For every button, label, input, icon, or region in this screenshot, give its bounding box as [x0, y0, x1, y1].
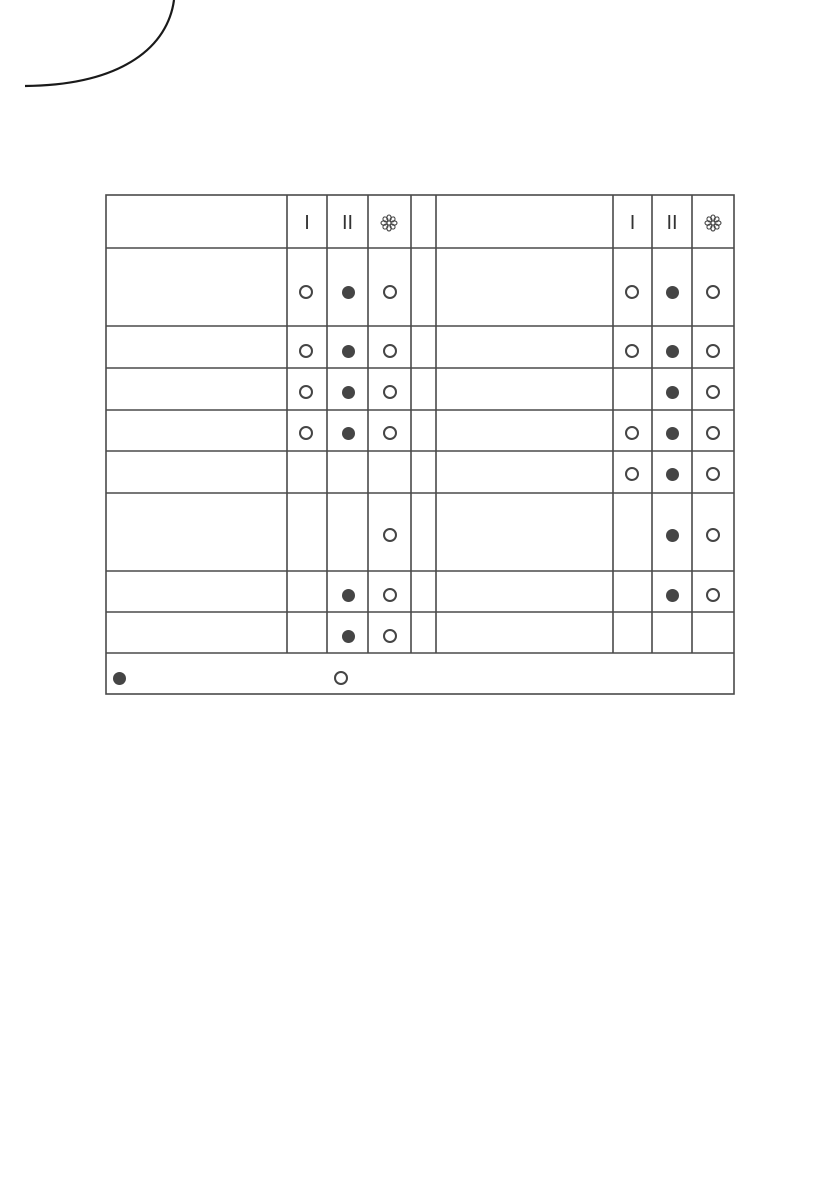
- flower-icon: [704, 214, 722, 232]
- left-row-4-col-3-open-dot: [383, 426, 397, 440]
- level-2-header: II: [666, 212, 678, 234]
- level-1-header: I: [629, 212, 636, 234]
- right-row-7-col-2-filled-dot: [666, 589, 679, 602]
- left-row-6-col-3-open-dot: [383, 528, 397, 542]
- left-row-7-col-3-open-dot: [383, 588, 397, 602]
- right-row-6-col-3-open-dot: [706, 528, 720, 542]
- flower-icon: [380, 214, 398, 232]
- right-row-2-col-1-open-dot: [625, 344, 639, 358]
- legend-open-dot: [334, 671, 348, 685]
- left-row-1-col-3-open-dot: [383, 285, 397, 299]
- left-row-3-col-2-filled-dot: [342, 386, 355, 399]
- level-1-header: I: [304, 212, 310, 234]
- right-row-4-col-2-filled-dot: [666, 427, 679, 440]
- right-row-4-col-3-open-dot: [706, 426, 720, 440]
- right-row-7-col-3-open-dot: [706, 588, 720, 602]
- left-row-3-col-1-open-dot: [299, 385, 313, 399]
- right-row-5-col-2-filled-dot: [666, 468, 679, 481]
- right-row-3-col-2-filled-dot: [666, 386, 679, 399]
- level-2-header: II: [341, 212, 354, 234]
- legend-filled-dot: [113, 672, 126, 685]
- right-row-3-col-3-open-dot: [706, 385, 720, 399]
- left-row-2-col-1-open-dot: [299, 344, 313, 358]
- right-row-2-col-3-open-dot: [706, 344, 720, 358]
- left-row-8-col-2-filled-dot: [342, 630, 355, 643]
- right-row-6-col-2-filled-dot: [666, 529, 679, 542]
- left-row-8-col-3-open-dot: [383, 629, 397, 643]
- right-row-1-col-1-open-dot: [625, 285, 639, 299]
- left-row-1-col-1-open-dot: [299, 285, 313, 299]
- left-row-1-col-2-filled-dot: [342, 286, 355, 299]
- left-row-2-col-3-open-dot: [383, 344, 397, 358]
- right-row-2-col-2-filled-dot: [666, 345, 679, 358]
- right-row-1-col-2-filled-dot: [666, 286, 679, 299]
- left-row-4-col-2-filled-dot: [342, 427, 355, 440]
- right-row-5-col-1-open-dot: [625, 467, 639, 481]
- right-row-1-col-3-open-dot: [706, 285, 720, 299]
- right-row-4-col-1-open-dot: [625, 426, 639, 440]
- left-row-7-col-2-filled-dot: [342, 589, 355, 602]
- right-row-5-col-3-open-dot: [706, 467, 720, 481]
- left-row-3-col-3-open-dot: [383, 385, 397, 399]
- left-row-4-col-1-open-dot: [299, 426, 313, 440]
- left-row-2-col-2-filled-dot: [342, 345, 355, 358]
